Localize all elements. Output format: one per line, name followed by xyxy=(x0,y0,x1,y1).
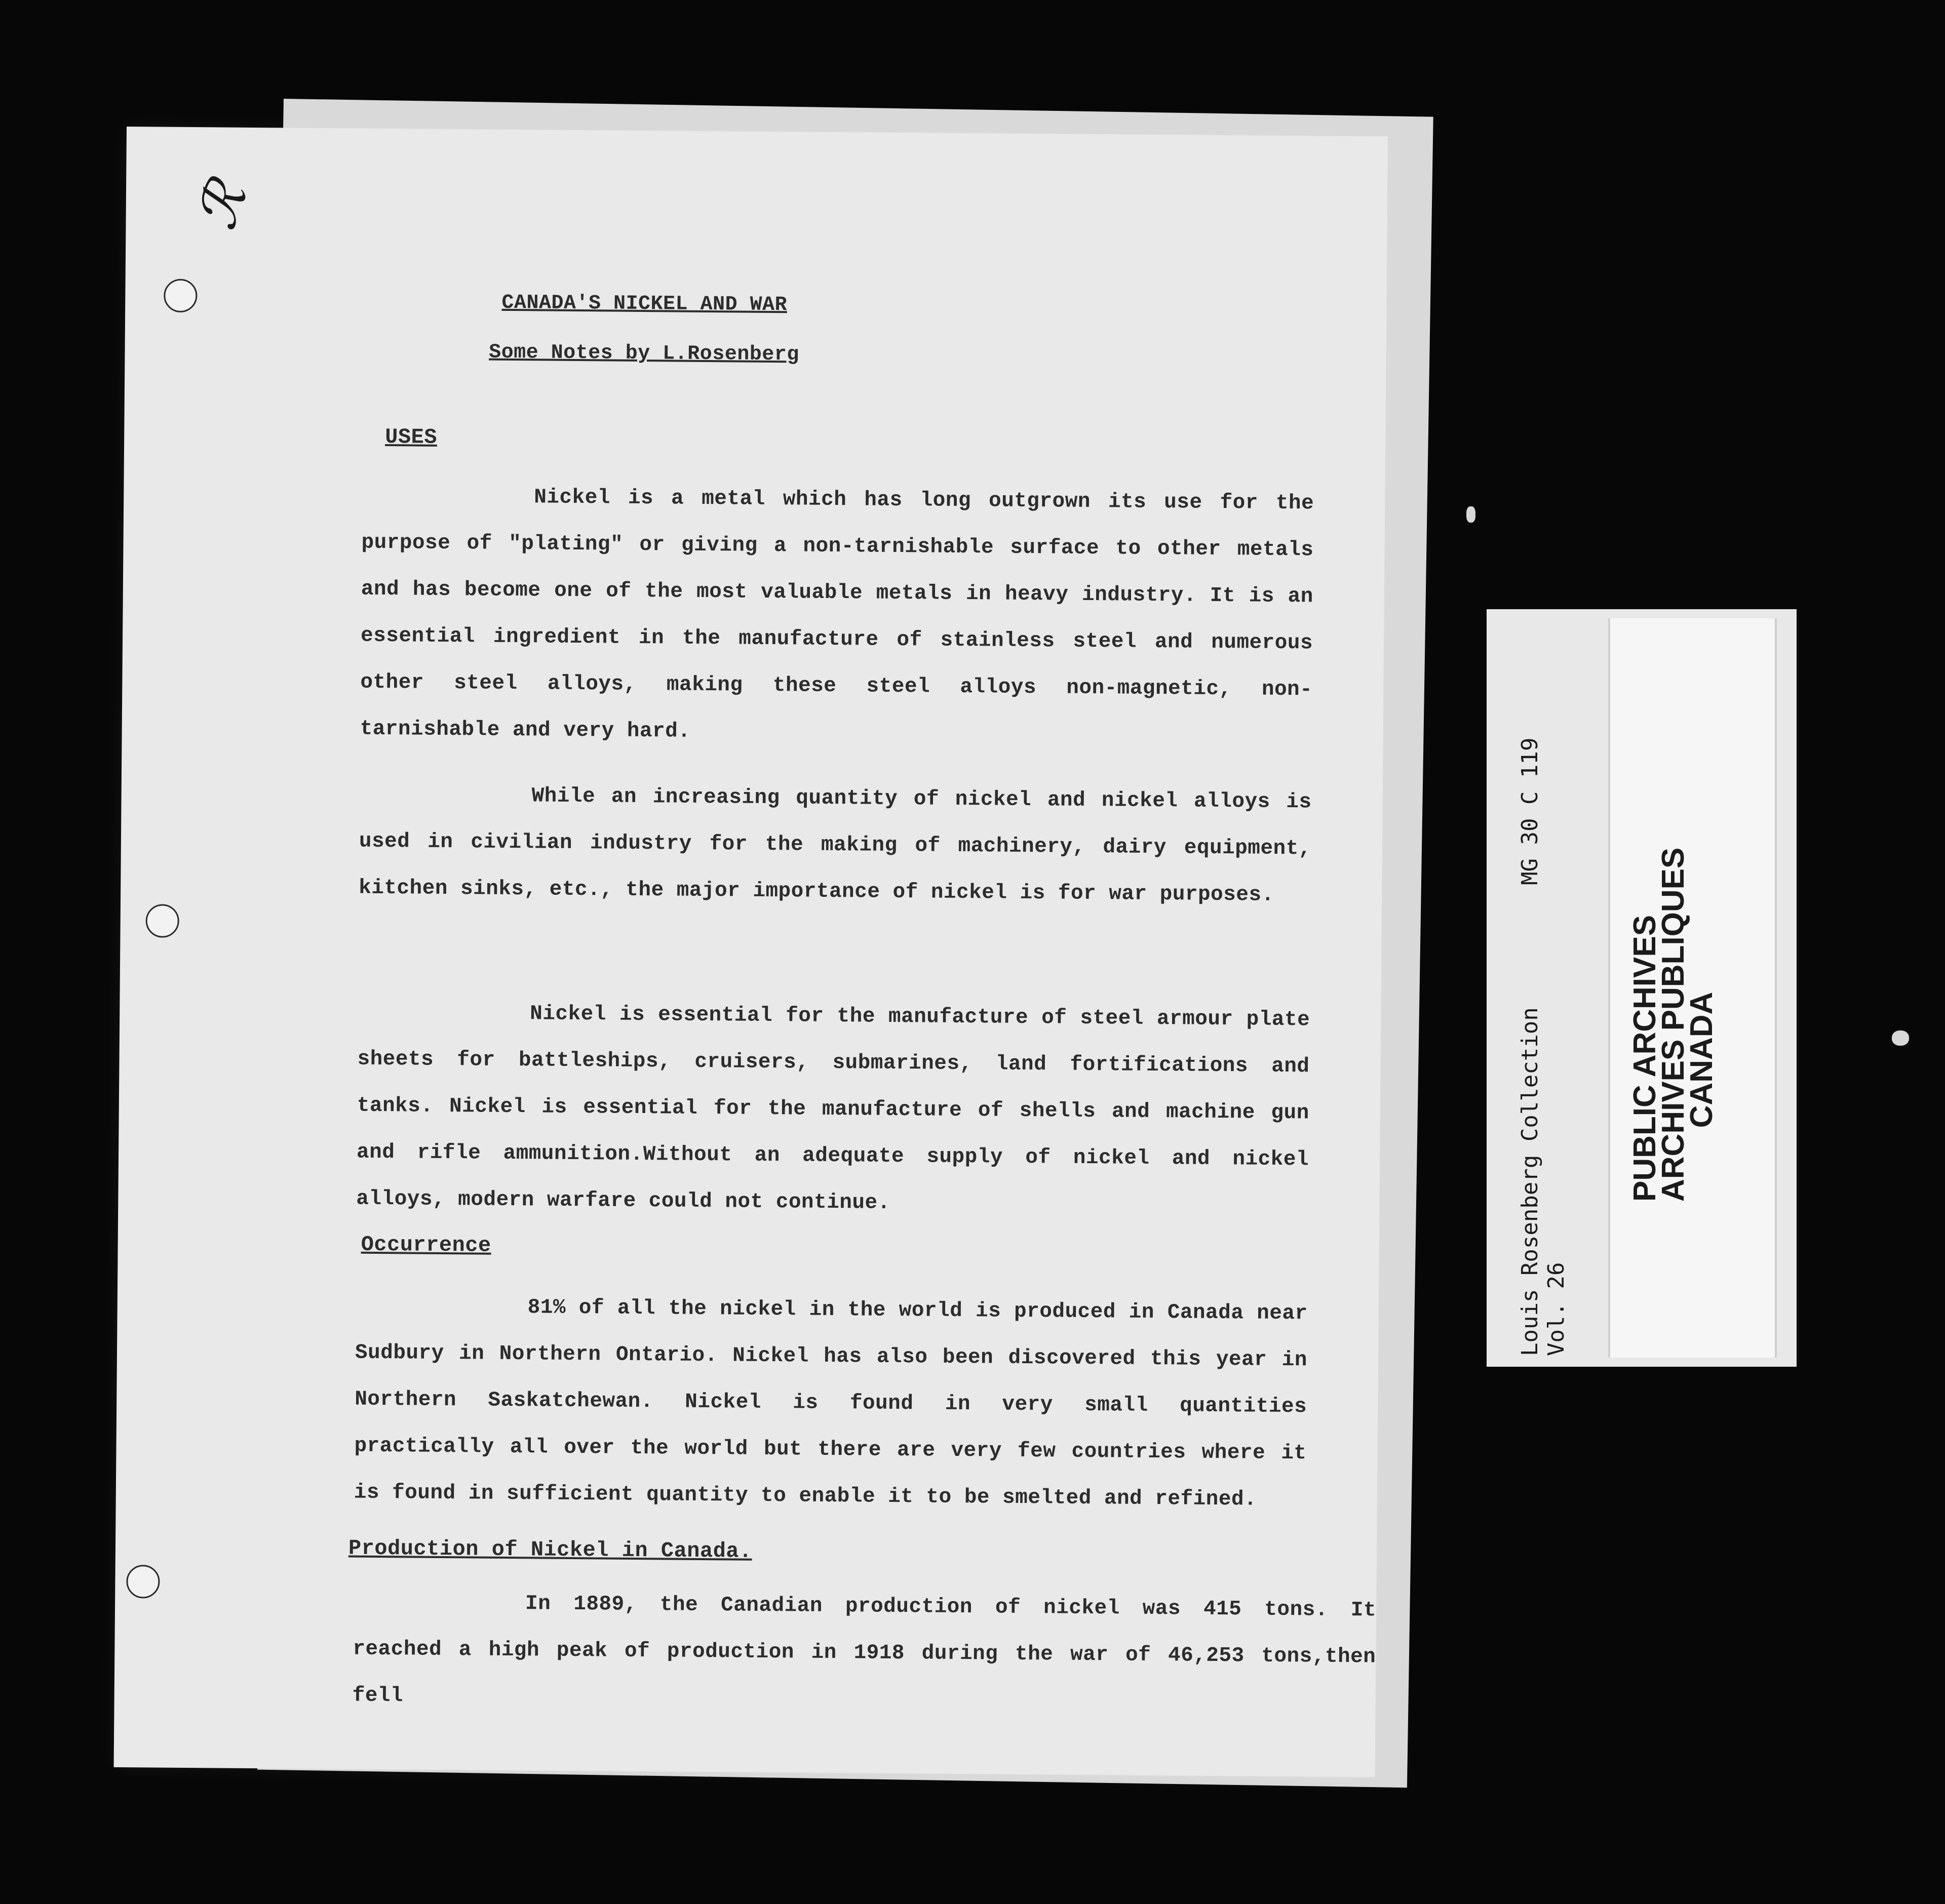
paragraph-text: Nickel is essential for the manufacture of steel armour plate sheets for battleships, cruisers, submarines, land fortifications and tanks. Nickel is essential for the manufacture of shells and machine gun and rifle ammunition.Without an adequate supply of nickel and nickel alloys, modern warfare could not continue. xyxy=(356,1002,1310,1215)
document-body xyxy=(114,127,1388,1777)
paragraph-text: In 1889, the Canadian production of nickel was 415 tons. It reached a high peak of production in 1918 during the war of 46,253 tons,then fell xyxy=(352,1592,1377,1708)
paragraph xyxy=(354,1283,1308,1524)
collection-text xyxy=(1517,1007,1570,1356)
paragraph-text: Nickel is a metal which has long outgrown its use for the purpose of "plating" or giving a non-tarnishable surface to other metals and has become one of the most valuable metals in heavy industry. It is an essential ingredient in the manufacture of stainless steel and numerous other steel alloys, making these steel alloys non-magnetic, non-tarnishable and very hard. xyxy=(360,486,1314,743)
typed-document-page xyxy=(114,127,1388,1777)
section-heading-production: Production of Nickel in Canada. xyxy=(348,1536,752,1564)
section-heading-uses: USES xyxy=(385,425,438,450)
paper-fragment xyxy=(1892,1030,1909,1046)
archive-country: CANADA xyxy=(1684,991,1719,1128)
paragraph xyxy=(360,473,1314,760)
archive-name xyxy=(1627,847,1719,1202)
archive-name-en: PUBLIC ARCHIVES xyxy=(1627,915,1662,1202)
volume-number: Vol. 26 xyxy=(1543,1262,1569,1356)
paragraph-text: 81% of all the nickel in the world is produced in Canada near Sudbury in Northern Ontario. Nickel has also been discovered this year in Northern Saskatchewan. Nickel is found in very small quantities practically all over the world but there are very few countries where it is found in sufficient quantity to enable it to be smelted and refined. xyxy=(354,1296,1308,1512)
reference-number: MG 30 C 119 xyxy=(1517,737,1543,885)
document-subtitle: Some Notes by L.Rosenberg xyxy=(489,341,799,367)
paragraph xyxy=(352,1579,1376,1727)
document-title: CANADA'S NICKEL AND WAR xyxy=(501,291,788,317)
archive-label xyxy=(1487,609,1797,1367)
handwritten-mark: ℛ xyxy=(183,173,260,237)
paper-fragment xyxy=(1466,506,1475,523)
paragraph xyxy=(356,989,1310,1230)
archive-name-fr: ARCHIVES PUBLIQUES xyxy=(1656,847,1691,1202)
paragraph xyxy=(359,772,1312,919)
section-heading-occurrence: Occurrence xyxy=(361,1232,491,1258)
collection-name: Louis Rosenberg Collection xyxy=(1517,1007,1543,1356)
paragraph-text: While an increasing quantity of nickel and nickel alloys is used in civilian industry for the making of machinery, dairy equipment, kitchen sinks, etc., the major importance of nickel is for war purposes. xyxy=(359,784,1312,907)
